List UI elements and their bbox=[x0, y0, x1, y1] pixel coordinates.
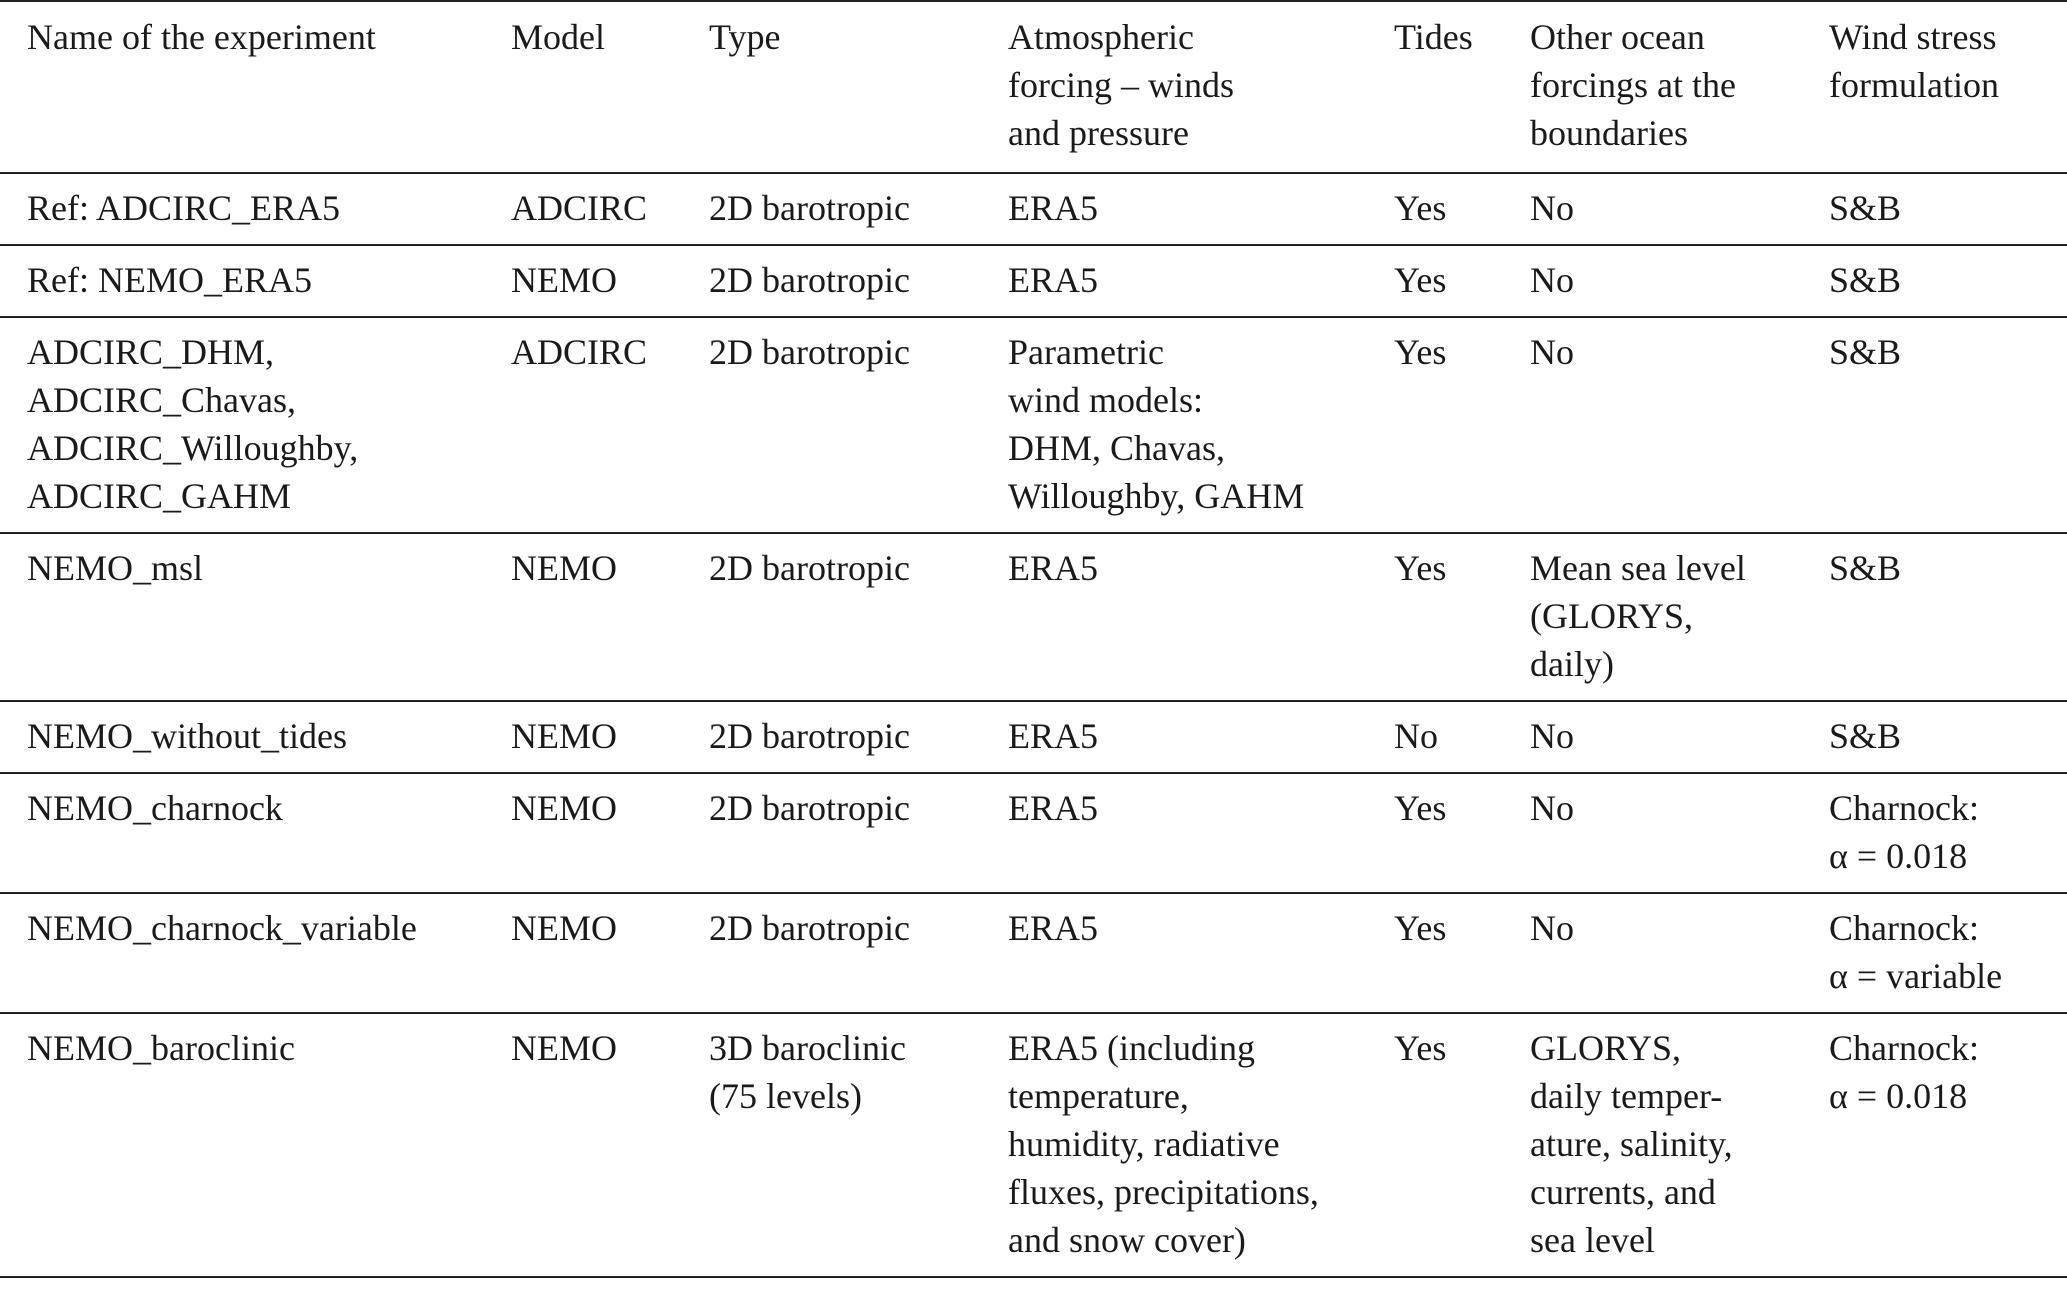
header-model: Model bbox=[511, 17, 605, 57]
table-row bbox=[0, 773, 2067, 893]
cell-tides: Yes bbox=[1394, 548, 1447, 588]
cell-model: ADCIRC bbox=[511, 332, 648, 372]
cell-other: Mean sea level (GLORYS, daily) bbox=[1530, 548, 1746, 684]
header-other-forcings: Other ocean forcings at the boundaries bbox=[1530, 17, 1736, 153]
cell-forcing: Parametric wind models: DHM, Chavas, Willoughby, GAHM bbox=[1008, 332, 1305, 516]
cell-tides: Yes bbox=[1394, 332, 1447, 372]
cell-model: ADCIRC bbox=[511, 188, 648, 228]
cell-wind-stress: S&B bbox=[1829, 332, 1902, 372]
cell-wind-stress: Charnock: α = variable bbox=[1829, 908, 2003, 996]
cell-tides: Yes bbox=[1394, 260, 1447, 300]
cell-name: NEMO_without_tides bbox=[27, 716, 347, 756]
cell-model: NEMO bbox=[511, 260, 617, 300]
header-type: Type bbox=[709, 17, 781, 57]
cell-name: ADCIRC_DHM, ADCIRC_Chavas, ADCIRC_Willoughby, ADCIRC_GAHM bbox=[27, 332, 359, 516]
table-body bbox=[0, 173, 2067, 1277]
header-row bbox=[0, 1, 2067, 173]
cell-other: No bbox=[1530, 716, 1574, 756]
cell-forcing: ERA5 (including temperature, humidity, radiative fluxes, precipitations, and snow cover) bbox=[1008, 1028, 1319, 1260]
header-atmospheric-forcing: Atmospheric forcing – winds and pressure bbox=[1008, 17, 1234, 153]
cell-other: No bbox=[1530, 332, 1574, 372]
cell-type: 3D baroclinic (75 levels) bbox=[709, 1028, 906, 1116]
cell-name: Ref: NEMO_ERA5 bbox=[27, 260, 312, 300]
cell-tides: Yes bbox=[1394, 1028, 1447, 1068]
cell-type: 2D barotropic bbox=[709, 716, 910, 756]
cell-other: GLORYS, daily temper- ature, salinity, currents, and sea level bbox=[1530, 1028, 1733, 1260]
cell-type: 2D barotropic bbox=[709, 788, 910, 828]
cell-wind-stress: S&B bbox=[1829, 548, 1902, 588]
cell-other: No bbox=[1530, 788, 1574, 828]
cell-wind-stress: S&B bbox=[1829, 260, 1902, 300]
cell-name: NEMO_msl bbox=[27, 548, 204, 588]
header-tides: Tides bbox=[1394, 17, 1473, 57]
cell-wind-stress: Charnock: α = 0.018 bbox=[1829, 788, 1979, 876]
table-row bbox=[0, 245, 2067, 317]
cell-name: NEMO_charnock bbox=[27, 788, 283, 828]
cell-forcing: ERA5 bbox=[1008, 260, 1098, 300]
cell-forcing: ERA5 bbox=[1008, 788, 1098, 828]
cell-forcing: ERA5 bbox=[1008, 716, 1098, 756]
table-row bbox=[0, 701, 2067, 773]
cell-other: No bbox=[1530, 188, 1574, 228]
table-header bbox=[0, 1, 2067, 173]
cell-tides: Yes bbox=[1394, 908, 1447, 948]
table-row bbox=[0, 1013, 2067, 1277]
cell-model: NEMO bbox=[511, 1028, 617, 1068]
cell-tides: Yes bbox=[1394, 188, 1447, 228]
table-row bbox=[0, 317, 2067, 533]
cell-forcing: ERA5 bbox=[1008, 908, 1098, 948]
cell-name: Ref: ADCIRC_ERA5 bbox=[27, 188, 341, 228]
cell-tides: No bbox=[1394, 716, 1438, 756]
cell-other: No bbox=[1530, 908, 1574, 948]
cell-wind-stress: S&B bbox=[1829, 188, 1902, 228]
table-row bbox=[0, 533, 2067, 701]
cell-type: 2D barotropic bbox=[709, 548, 910, 588]
cell-name: NEMO_charnock_variable bbox=[27, 908, 417, 948]
cell-type: 2D barotropic bbox=[709, 188, 910, 228]
cell-other: No bbox=[1530, 260, 1574, 300]
cell-model: NEMO bbox=[511, 908, 617, 948]
cell-forcing: ERA5 bbox=[1008, 548, 1098, 588]
cell-type: 2D barotropic bbox=[709, 260, 910, 300]
cell-wind-stress: S&B bbox=[1829, 716, 1902, 756]
cell-wind-stress: Charnock: α = 0.018 bbox=[1829, 1028, 1979, 1116]
header-wind-stress: Wind stress formulation bbox=[1829, 17, 1999, 105]
cell-model: NEMO bbox=[511, 788, 617, 828]
cell-type: 2D barotropic bbox=[709, 332, 910, 372]
cell-name: NEMO_baroclinic bbox=[27, 1028, 295, 1068]
cell-model: NEMO bbox=[511, 548, 617, 588]
cell-model: NEMO bbox=[511, 716, 617, 756]
table-row bbox=[0, 893, 2067, 1013]
header-name: Name of the experiment bbox=[27, 17, 376, 57]
cell-tides: Yes bbox=[1394, 788, 1447, 828]
table-row bbox=[0, 173, 2067, 245]
cell-type: 2D barotropic bbox=[709, 908, 910, 948]
cell-forcing: ERA5 bbox=[1008, 188, 1098, 228]
